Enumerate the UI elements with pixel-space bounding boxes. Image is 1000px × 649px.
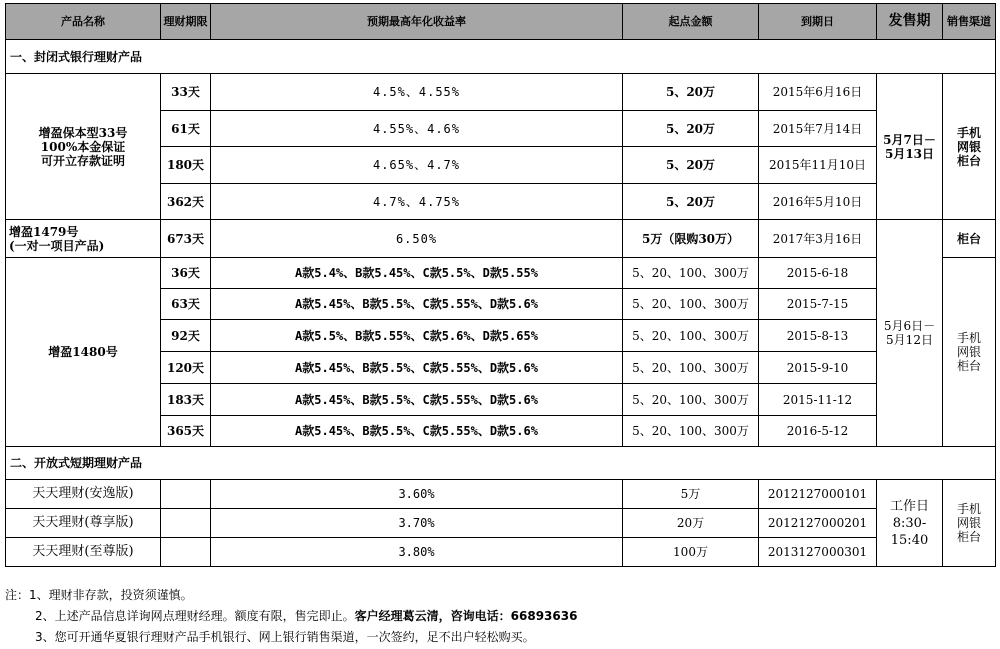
notes bbox=[5, 585, 995, 648]
maturity-cell: 2015年6月16日 bbox=[759, 74, 877, 111]
term-cell: 92天 bbox=[161, 320, 211, 352]
maturity-cell: 2017年3月16日 bbox=[759, 220, 877, 258]
note-2 bbox=[5, 606, 995, 627]
product-name-cell: 天天理财(安逸版) bbox=[6, 480, 161, 509]
term-cell: 180天 bbox=[161, 147, 211, 184]
rate-cell: A款5.45%、B款5.5%、C款5.55%、D款5.6% bbox=[211, 289, 623, 320]
rate-cell: 3.70% bbox=[211, 509, 623, 538]
amount-cell: 100万 bbox=[623, 538, 759, 567]
product-name-zy1480: 增盈1480号 bbox=[6, 258, 161, 447]
channel-zy33: 手机 网银 柜台 bbox=[943, 74, 996, 220]
channel-open: 手机 网银 柜台 bbox=[943, 480, 996, 567]
channel-zy1480: 手机 网银 柜台 bbox=[943, 258, 996, 447]
maturity-cell: 2015-8-13 bbox=[759, 320, 877, 352]
note-2-contact: 客户经理葛云清，咨询电话：66893636 bbox=[354, 609, 578, 623]
amount-cell: 5、20、100、300万 bbox=[623, 289, 759, 320]
section-title: 二、开放式短期理财产品 bbox=[6, 447, 996, 480]
header-product-name: 产品名称 bbox=[6, 4, 161, 40]
product-name-zy33: 增盈保本型33号 100%本金保证 可开立存款证明 bbox=[6, 74, 161, 220]
amount-cell: 5、20、100、300万 bbox=[623, 416, 759, 447]
amount-cell: 5万 bbox=[623, 480, 759, 509]
table-row bbox=[6, 258, 996, 289]
channel-zy1479: 柜台 bbox=[943, 220, 996, 258]
section-row bbox=[6, 447, 996, 480]
amount-cell: 5、20万 bbox=[623, 111, 759, 147]
product-name-zy1479: 增盈1479号 (一对一项目产品) bbox=[6, 220, 161, 258]
rate-cell: 4.65%、4.7% bbox=[211, 147, 623, 184]
product-table bbox=[5, 3, 996, 567]
amount-cell: 5、20、100、300万 bbox=[623, 352, 759, 384]
rate-cell: 3.60% bbox=[211, 480, 623, 509]
note-1: 注：1、理财非存款，投资须谨慎。 bbox=[5, 588, 193, 602]
amount-cell: 5、20万 bbox=[623, 147, 759, 184]
note-3: 3、您可开通华夏银行理财产品手机银行、网上银行销售渠道，一次签约，足不出户轻松购买。 bbox=[35, 630, 535, 644]
amount-cell: 5、20、100、300万 bbox=[623, 258, 759, 289]
term-cell: 362天 bbox=[161, 184, 211, 220]
product-name-cell: 天天理财(至尊版) bbox=[6, 538, 161, 567]
maturity-cell: 2015-11-12 bbox=[759, 384, 877, 416]
term-cell: 36天 bbox=[161, 258, 211, 289]
term-cell: 33天 bbox=[161, 74, 211, 111]
rate-cell: A款5.45%、B款5.5%、C款5.55%、D款5.6% bbox=[211, 352, 623, 384]
table-row bbox=[6, 480, 996, 509]
rate-cell: 4.5%、4.55% bbox=[211, 74, 623, 111]
rate-cell: A款5.45%、B款5.5%、C款5.55%、D款5.6% bbox=[211, 416, 623, 447]
term-cell: 120天 bbox=[161, 352, 211, 384]
term-cell bbox=[161, 509, 211, 538]
term-cell: 183天 bbox=[161, 384, 211, 416]
rate-cell: 3.80% bbox=[211, 538, 623, 567]
product-name-cell: 天天理财(尊享版) bbox=[6, 509, 161, 538]
header-rate: 预期最高年化收益率 bbox=[211, 4, 623, 40]
sale-period-open: 工作日 8:30- 15:40 bbox=[877, 480, 943, 567]
maturity-cell: 2015-7-15 bbox=[759, 289, 877, 320]
code-cell: 2012127000101 bbox=[759, 480, 877, 509]
maturity-cell: 2015年11月10日 bbox=[759, 147, 877, 184]
header-term: 理财期限 bbox=[161, 4, 211, 40]
note-2-text: 2、上述产品信息详询网点理财经理。额度有限，售完即止。 bbox=[35, 609, 355, 623]
term-cell bbox=[161, 538, 211, 567]
rate-cell: A款5.5%、B款5.55%、C款5.6%、D款5.65% bbox=[211, 320, 623, 352]
amount-cell: 5、20万 bbox=[623, 74, 759, 111]
term-cell: 61天 bbox=[161, 111, 211, 147]
header-maturity: 到期日 bbox=[759, 4, 877, 40]
sale-period-zy1480: 5月6日－ 5月12日 bbox=[877, 220, 943, 447]
amount-cell: 5、20、100、300万 bbox=[623, 384, 759, 416]
table-row bbox=[6, 74, 996, 111]
amount-cell: 20万 bbox=[623, 509, 759, 538]
amount-cell: 5万（限购30万） bbox=[623, 220, 759, 258]
amount-cell: 5、20万 bbox=[623, 184, 759, 220]
header-sale-period: 发售期 bbox=[877, 4, 943, 40]
table-row bbox=[6, 538, 996, 567]
term-cell: 63天 bbox=[161, 289, 211, 320]
maturity-cell: 2015-6-18 bbox=[759, 258, 877, 289]
term-cell: 673天 bbox=[161, 220, 211, 258]
code-cell: 2012127000201 bbox=[759, 509, 877, 538]
table-row bbox=[6, 509, 996, 538]
section-row bbox=[6, 40, 996, 74]
term-cell bbox=[161, 480, 211, 509]
amount-cell: 5、20、100、300万 bbox=[623, 320, 759, 352]
code-cell: 2013127000301 bbox=[759, 538, 877, 567]
rate-cell: A款5.45%、B款5.5%、C款5.55%、D款5.6% bbox=[211, 384, 623, 416]
table-row bbox=[6, 220, 996, 258]
sale-period-zy33: 5月7日－ 5月13日 bbox=[877, 74, 943, 220]
term-cell: 365天 bbox=[161, 416, 211, 447]
header-row bbox=[6, 4, 996, 40]
rate-cell: A款5.4%、B款5.45%、C款5.5%、D款5.55% bbox=[211, 258, 623, 289]
maturity-cell: 2016年5月10日 bbox=[759, 184, 877, 220]
header-min-amount: 起点金额 bbox=[623, 4, 759, 40]
maturity-cell: 2016-5-12 bbox=[759, 416, 877, 447]
rate-cell: 4.7%、4.75% bbox=[211, 184, 623, 220]
rate-cell: 6.50% bbox=[211, 220, 623, 258]
section-title: 一、封闭式银行理财产品 bbox=[6, 40, 996, 74]
header-channel: 销售渠道 bbox=[943, 4, 996, 40]
maturity-cell: 2015-9-10 bbox=[759, 352, 877, 384]
maturity-cell: 2015年7月14日 bbox=[759, 111, 877, 147]
rate-cell: 4.55%、4.6% bbox=[211, 111, 623, 147]
